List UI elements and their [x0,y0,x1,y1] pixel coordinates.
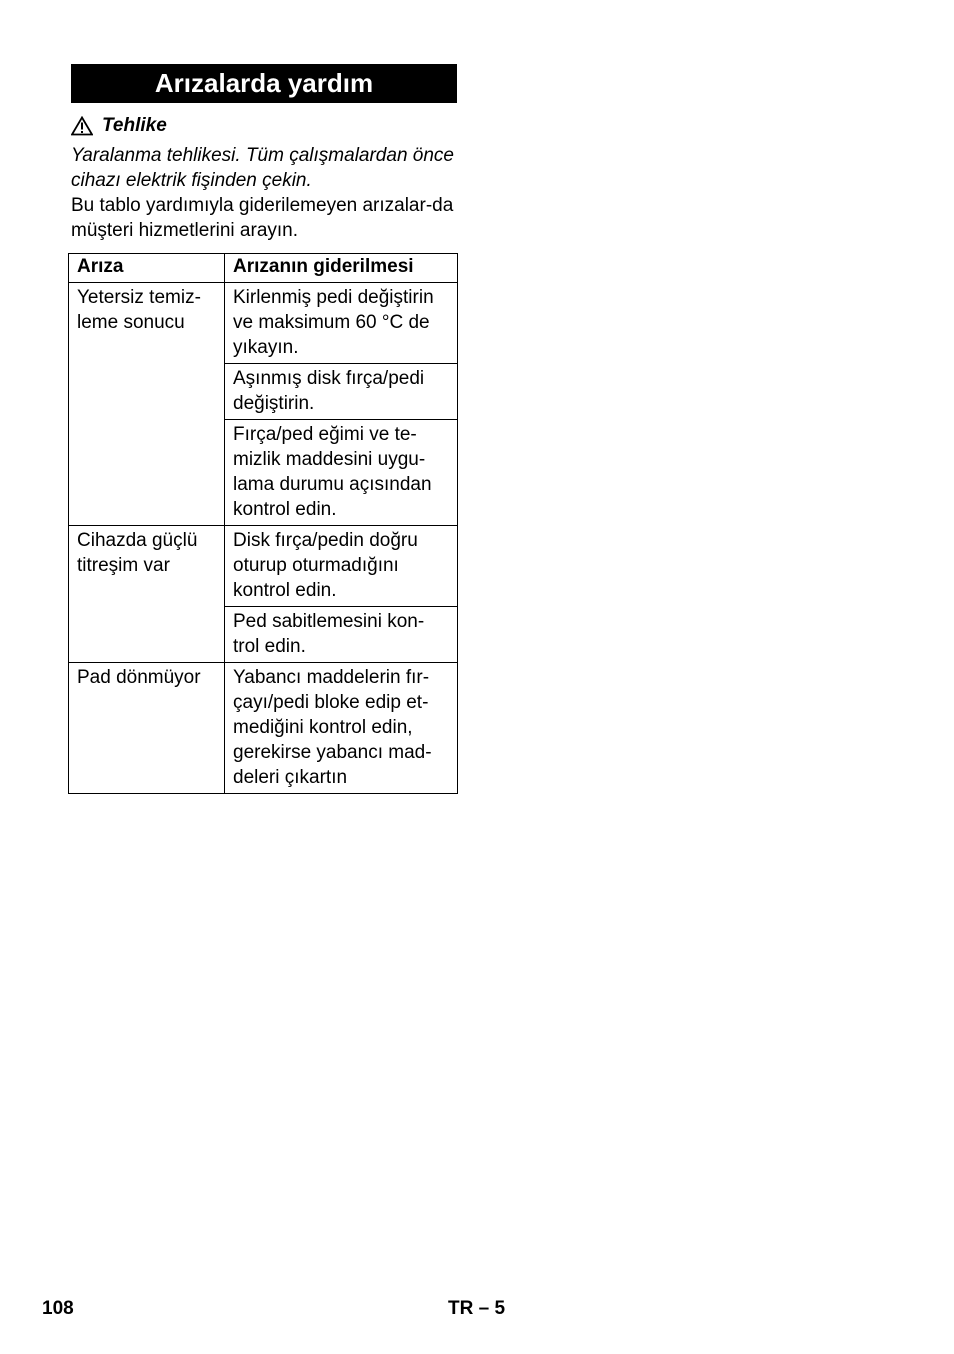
danger-label: Tehlike [102,115,167,136]
danger-text: Yaralanma tehlikesi. Tüm çalışmalardan önce cihazı elektrik fişinden çekin. [71,145,454,191]
remedy-cell: Ped sabitlemesini kon-trol edin. [225,607,458,663]
table-row [69,283,458,364]
section-title-text: Arızalarda yardım [154,68,374,98]
remedy-cell: Fırça/ped eğimi ve te-mizlik maddesini uygu-lama durumu açısından kontrol edin. [225,420,458,526]
table-header-row [69,254,458,283]
danger-heading [71,113,167,139]
fault-cell: Yetersiz temiz-leme sonucu [69,283,225,526]
remedy-cell: Disk fırça/pedin doğru oturup oturmadığını kontrol edin. [225,526,458,607]
troubleshooting-table [68,253,458,794]
header-fault: Arıza [69,254,225,283]
page-number: 108 [42,1298,74,1319]
remedy-cell: Yabancı maddelerin fır-çayı/pedi bloke edip et-mediğini kontrol edin, gerekirse yabancı mad-deleri çıkartın [225,663,458,794]
table-row [69,663,458,794]
remedy-cell: Aşınmış disk fırça/pedi değiştirin. [225,364,458,420]
fault-cell: Pad dönmüyor [69,663,225,794]
fault-cell: Cihazda güçlü titreşim var [69,526,225,663]
table-row [69,526,458,607]
header-remedy: Arızanın giderilmesi [225,254,458,283]
section-title [71,64,457,103]
intro-text: Bu tablo yardımıyla giderilemeyen arızalar-da müşteri hizmetlerini arayın. [71,195,454,241]
section-marker: TR – 5 [448,1298,506,1319]
warning-triangle-icon [71,116,93,136]
remedy-cell: Kirlenmiş pedi değiştirin ve maksimum 60 °C de yıkayın. [225,283,458,364]
